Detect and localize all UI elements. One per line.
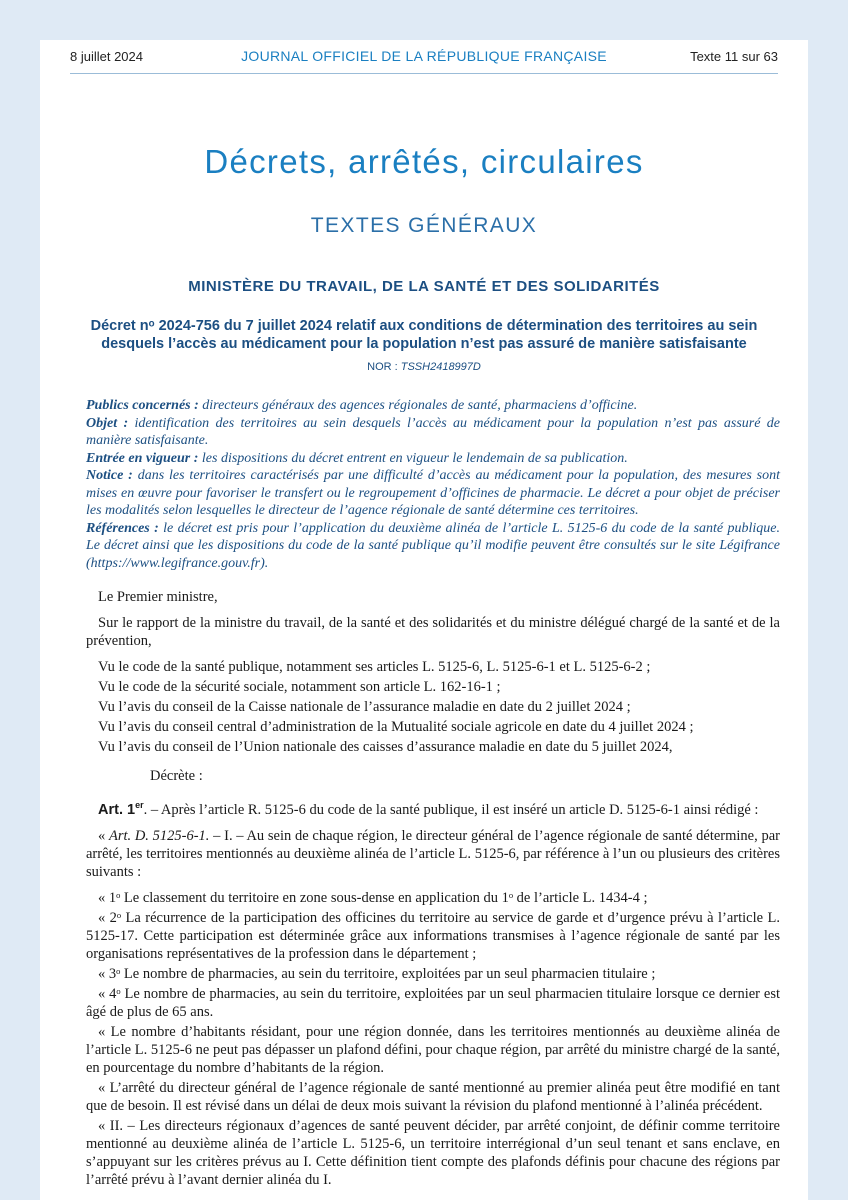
article-paragraph: « L’arrêté du directeur général de l’agence régionale de santé mentionné au premier alinéa peut être modifié en tant que de besoin. Il est révisé dans un délai de deux mois suivant la révision du plafond mentionné à l’alinéa précédent. (86, 1079, 780, 1114)
criterion-item: « 1ᵒ Le classement du territoire en zone sous-dense en application du 1ᵒ de l’article L. 1434-4 ; (98, 889, 648, 906)
summary-text: les dispositions du décret entrent en vigueur le lendemain de sa publication. (198, 450, 628, 466)
journal-page (40, 40, 808, 1200)
summary-label: Objet : (86, 415, 129, 431)
subsection-title: TEXTES GÉNÉRAUX (310, 214, 538, 237)
journal-name: JOURNAL OFFICIEL DE LA RÉPUBLIQUE FRANÇAISE (241, 48, 607, 64)
summary-label: Références : (86, 520, 159, 536)
decree-title-line-1: Décret nᵒ 2024-756 du 7 juillet 2024 relatif aux conditions de détermination des territoires au sein (90, 318, 758, 334)
criterion-item: « 2ᵒ La récurrence de la participation des officines du territoire au service de garde et d’urgence prévu à l’article L. 5125-17. Cette participation est déterminée grâce aux informations transmises à l’agence régionale de santé par les organisations représentatives de la profession dans le département ; (86, 909, 780, 962)
summary-text: directeurs généraux des agences régionales de santé, pharmaciens d’officine. (198, 398, 638, 413)
section-title: Décrets, arrêtés, circulaires (204, 143, 644, 180)
summary-label: Notice : (86, 468, 133, 483)
nor-label: NOR : (367, 361, 398, 373)
decree-summary (86, 397, 780, 572)
summary-label: Entrée en vigueur : (86, 450, 199, 466)
decrete-heading: Décrète : (150, 768, 203, 784)
article-1-label (98, 802, 144, 818)
article-1-intro (86, 796, 780, 819)
article-d5125-6-1-paragraph (86, 827, 780, 881)
premier-ministre: Le Premier ministre, (98, 589, 218, 605)
nor-reference (40, 361, 808, 373)
article-label-sup: er (135, 800, 144, 810)
summary-text: dans les territoires caractérisés par une difficulté d’accès au médicament pour la population, des mesures sont mises en œuvre pour favoriser le transfert ou le regroupement d’officines de pharmacie. Le décret a pour objet de préciser les modalités selon lesquelles le directeur de l’agence régionale de santé détermine ces territoires. (86, 468, 780, 518)
summary-text: le décret est pris pour l’application du deuxième alinéa de l’article L. 5125-6 du code de la santé publique. Le décret ainsi que les dispositions du code de la santé publique qu’il modifie peuvent être consultés sur le site Légifrance (https://www.legifrance.gouv.fr). (86, 520, 780, 571)
vu-item: Vu l’avis du conseil central d’administration de la Mutualité sociale agricole en date du 4 juillet 2024 ; (98, 719, 694, 735)
criterion-item: « 4ᵒ Le nombre de pharmacies, au sein du territoire, exploitées par un seul pharmacien titulaire lorsque ce dernier est âgé de plus de 65 ans. (86, 985, 780, 1020)
summary-notice (86, 467, 780, 520)
vu-item: Vu le code de la sécurité sociale, notamment son article L. 162-16-1 ; (98, 679, 501, 695)
summary-text: identification des territoires au sein desquels l’accès au médicament pour la population n’est pas assuré de manière satisfaisante. (86, 415, 781, 448)
vu-item: Vu l’avis du conseil de la Caisse nationale de l’assurance maladie en date du 2 juillet 2024 ; (98, 699, 631, 715)
article-paragraph: « Le nombre d’habitants résidant, pour une région donnée, dans les territoires mentionnés au deuxième alinéa de l’article L. 5125-6 ne peut pas dépasser un plafond défini, pour chaque région, par arrêté du ministre chargé de la santé, en pourcentage du nombre d’habitants de la région. (86, 1023, 780, 1076)
article-label-text: Art. 1 (98, 801, 136, 818)
criterion-item: « 3ᵒ Le nombre de pharmacies, au sein du territoire, exploitées par un seul pharmacien titulaire ; (98, 965, 656, 982)
publication-date: 8 juillet 2024 (70, 49, 143, 64)
article-text: – I. – Au sein de chaque région, le directeur général de l’agence régionale de santé détermine, par arrêté, les territoires mentionnés au deuxième alinéa de l’article L. 5125-6, par référence à l’un ou plusieurs des critères suivants : (86, 827, 780, 880)
quote-mark: « (98, 827, 109, 844)
page-header (40, 40, 808, 76)
decree-body (86, 588, 780, 1191)
ministry-name: MINISTÈRE DU TRAVAIL, DE LA SANTÉ ET DES SOLIDARITÉS (188, 278, 660, 295)
summary-references (86, 520, 780, 573)
article-paragraph: « II. – Les directeurs régionaux d’agences de santé peuvent décider, par arrêté conjoint, de définir comme territoire mentionné au deuxième alinéa de l’article L. 5125-6, un territoire interrégional d’un seul tenant et sans enclave, en s’appuyant sur les critères prévus au I. Cette définition tient compte des plafonds définis pour chacune des régions par l’arrêté prévu à l’avant dernier alinéa du I. (86, 1117, 780, 1188)
text-page-reference: Texte 11 sur 63 (690, 49, 778, 64)
header-divider (70, 73, 778, 74)
vu-item: Vu le code de la santé publique, notamment ses articles L. 5125-6, L. 5125-6-1 et L. 5125-6-2 ; (98, 659, 651, 675)
article-reference: Art. D. 5125-6-1. (108, 827, 210, 844)
nor-value: TSSH2418997D (400, 361, 481, 373)
vu-item: Vu l’avis du conseil de l’Union nationale des caisses d’assurance maladie en date du 5 juillet 2024, (98, 739, 673, 755)
decree-title-line-2: desquels l’accès au médicament pour la population n’est pas assuré de manière satisfaisante (101, 336, 747, 352)
rapport-paragraph: Sur le rapport de la ministre du travail, de la santé et des solidarités et du ministre délégué chargé de la santé et de la prévention, (86, 615, 780, 649)
decree-title (68, 317, 780, 353)
summary-entree-vigueur (86, 450, 780, 468)
article-1-intro-text: . – Après l’article R. 5125-6 du code de la santé publique, il est inséré un article D. 5125-6-1 ainsi rédigé : (143, 801, 759, 818)
summary-publics (86, 397, 780, 415)
summary-objet (86, 415, 780, 450)
summary-label: Publics concernés : (86, 398, 199, 413)
